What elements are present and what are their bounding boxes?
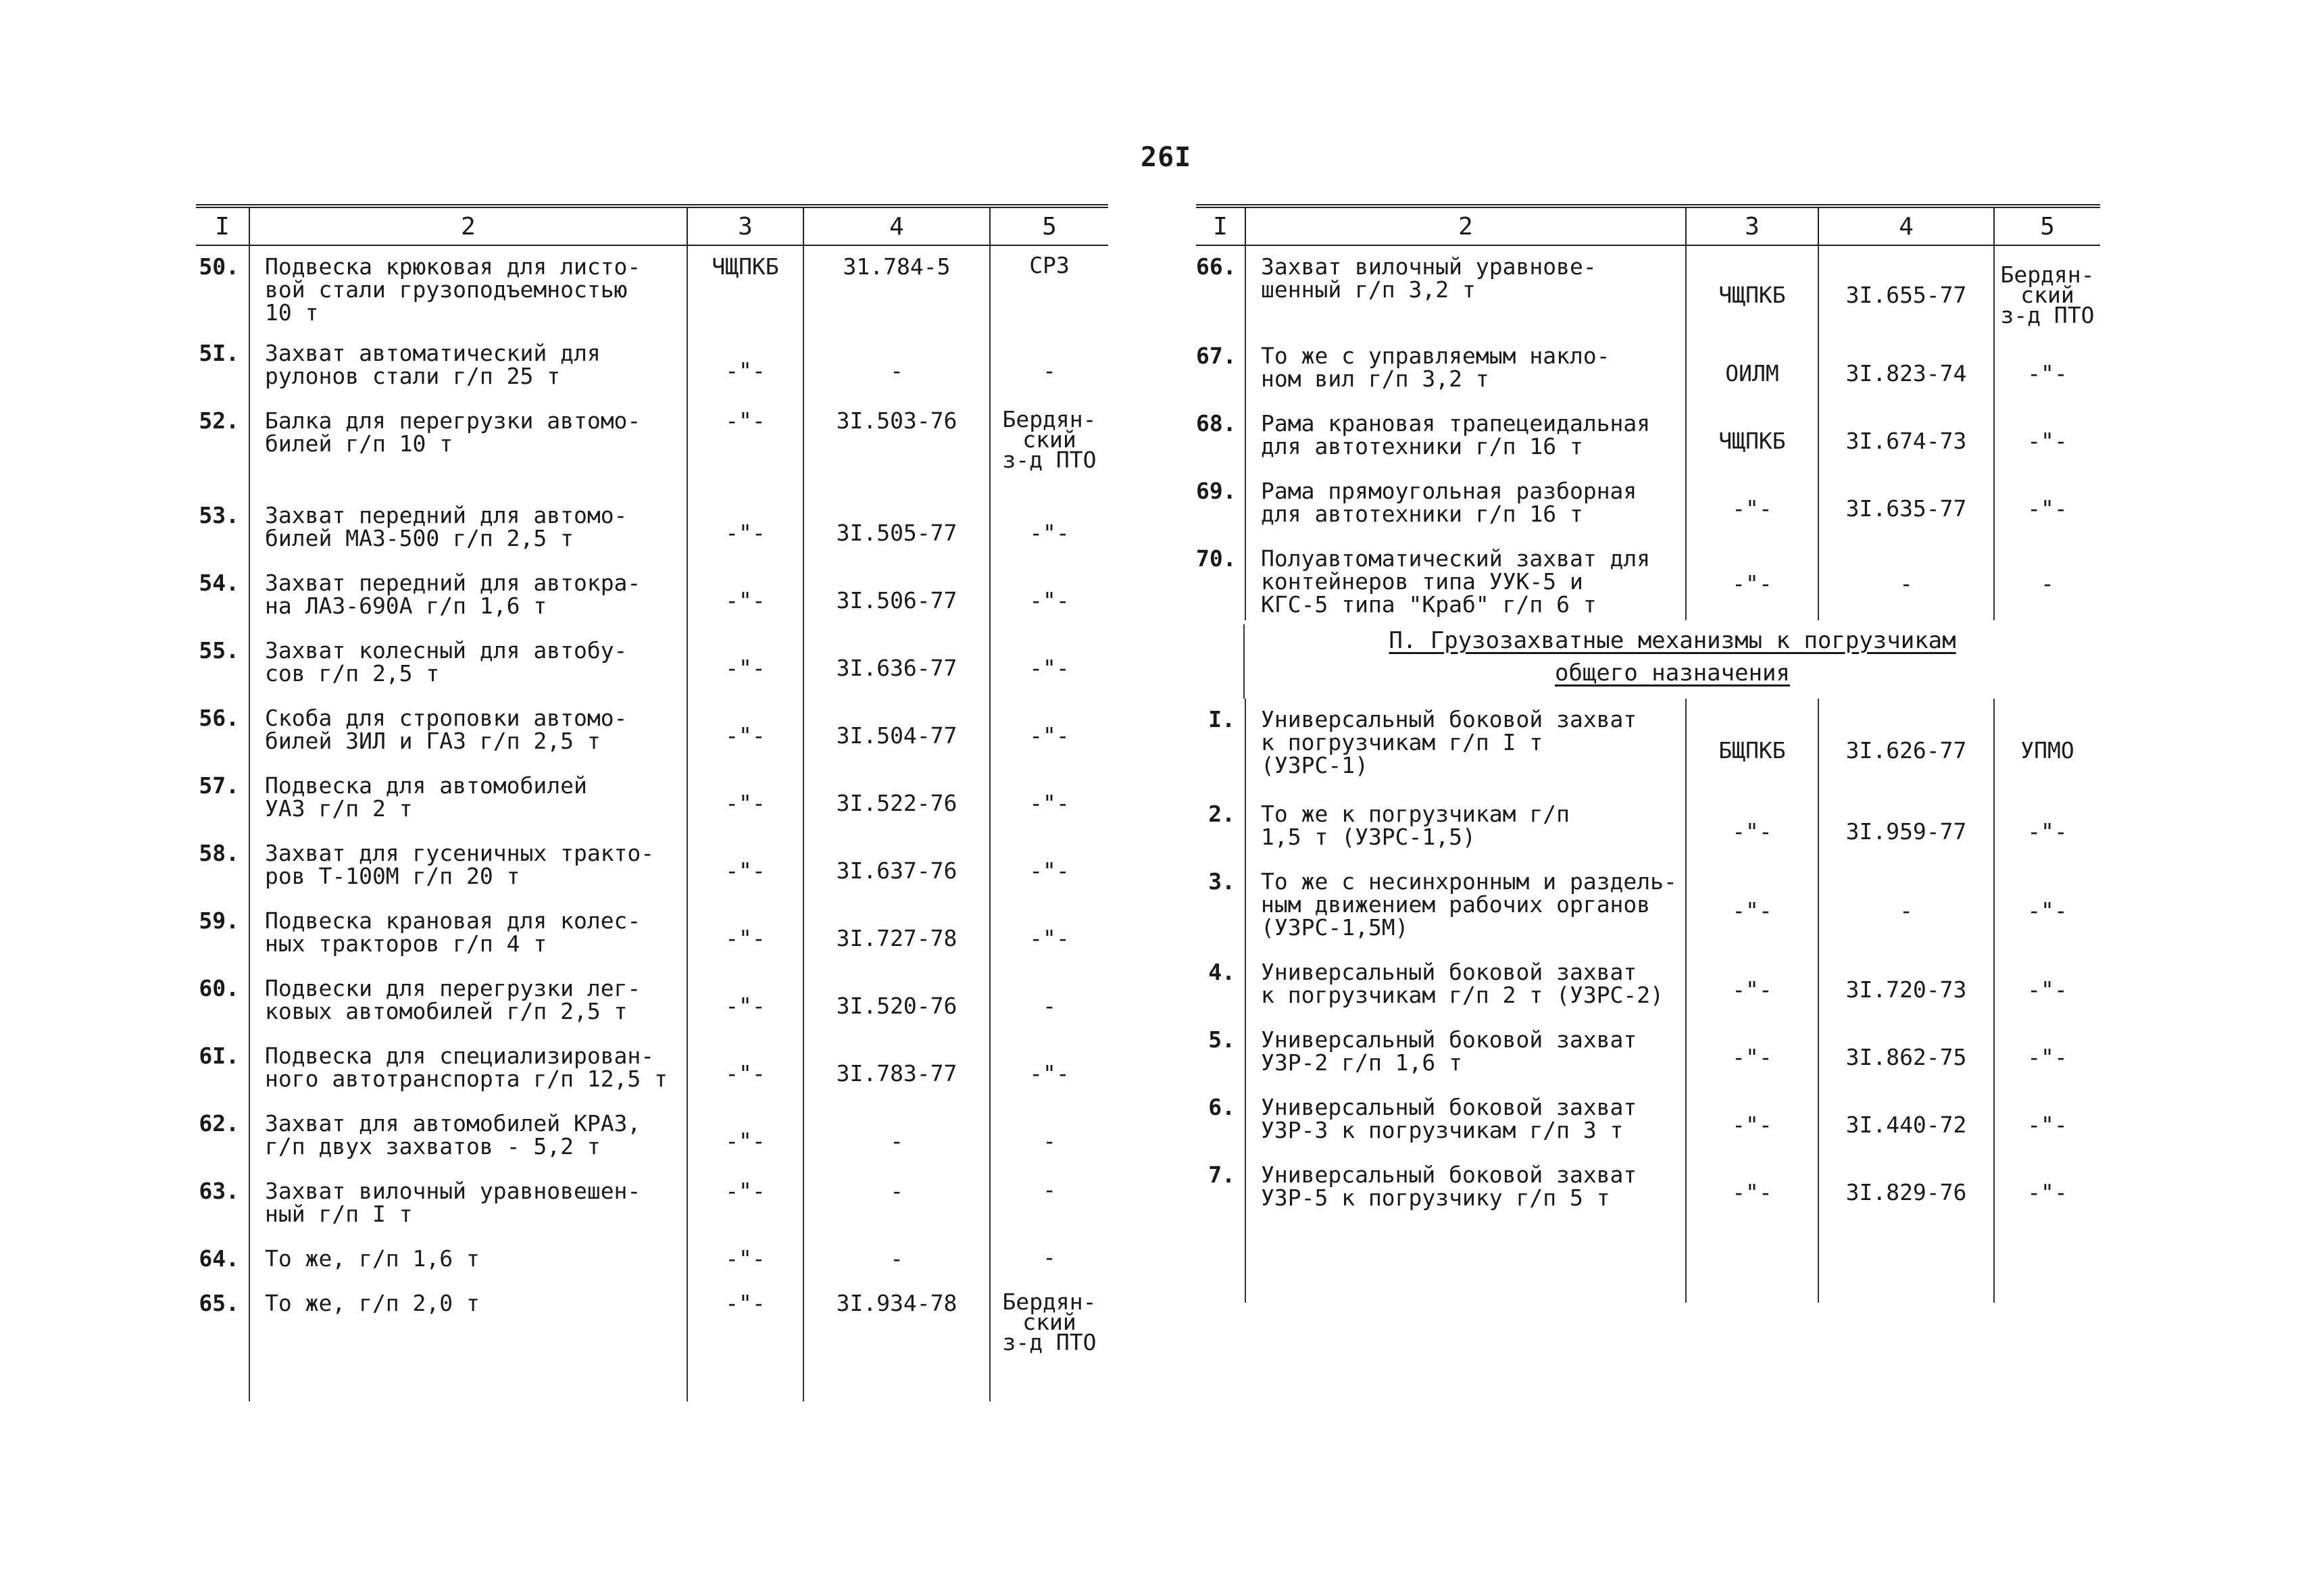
table-row: [1196, 861, 2100, 951]
item-manufacturer: -"-: [1993, 793, 2100, 861]
table-row: [1196, 1154, 2100, 1222]
item-code: 3I.635-77: [1818, 470, 1993, 538]
equipment-table-left: [196, 204, 1108, 1401]
item-number: I.: [1208, 706, 1235, 732]
item-manufacturer: Бердян- ский з-д ПТО: [989, 1282, 1108, 1397]
item-code: 3I.506-77: [803, 562, 989, 630]
col-no-header: I: [215, 212, 230, 241]
item-number: 67.: [1196, 343, 1237, 369]
item-name: То же, г/п 2,0 т: [249, 1282, 687, 1397]
table-row: [196, 697, 1108, 765]
item-name: Захват для гусеничных тракто- ров Т-100М г/п 20 т: [249, 832, 687, 900]
table-tail-cell: [989, 1397, 1108, 1401]
item-number: 5I.: [199, 340, 239, 366]
item-manufacturer: -"-: [989, 900, 1108, 968]
item-manufacturer: -"-: [1993, 951, 2100, 1019]
section-title: П. Грузозахватные механизмы к погрузчикам общего назначения: [1389, 627, 1956, 687]
table-tail-cell: [1993, 1222, 2100, 1303]
equipment-table-right: [1196, 204, 2100, 1303]
item-code: 3I.626-77: [1818, 699, 1993, 793]
table-tail-cell: [687, 1397, 803, 1401]
item-code: 3I.520-76: [803, 968, 989, 1035]
item-manufacturer: -"-: [989, 562, 1108, 630]
item-code: 3I.636-77: [803, 630, 989, 697]
table-tail-cell: [249, 1397, 687, 1401]
item-code: 3I.720-73: [1818, 951, 1993, 1019]
item-name: То же, г/п 1,6 т: [249, 1238, 687, 1282]
item-manufacturer: -"-: [989, 765, 1108, 832]
item-name: Рама крановая трапецеидальная для автотехники г/п 16 т: [1245, 403, 1685, 470]
table-tail: [196, 1397, 1108, 1401]
item-manufacturer: -"-: [1993, 1087, 2100, 1154]
item-developer: -"-: [1685, 1087, 1818, 1154]
item-manufacturer: -: [989, 1103, 1108, 1170]
table-header-row: [1196, 204, 2100, 246]
item-code: 3I.505-77: [803, 495, 989, 562]
item-code: 3I.862-75: [1818, 1019, 1993, 1087]
item-code: 3I.959-77: [1818, 793, 1993, 861]
item-number: 7.: [1208, 1162, 1235, 1188]
item-manufacturer: -"-: [1993, 1019, 2100, 1087]
item-name: Подвеска крановая для колес- ных тракторов г/п 4 т: [249, 900, 687, 968]
item-manufacturer: -: [989, 1170, 1108, 1238]
item-name: Захват вилочный уравновешен- ный г/п I т: [249, 1170, 687, 1238]
item-name: Подвески для перегрузки лег- ковых автомобилей г/п 2,5 т: [249, 968, 687, 1035]
table-tail-cell: [1818, 1222, 1993, 1303]
item-manufacturer: -"-: [1993, 470, 2100, 538]
item-code: -: [803, 1170, 989, 1238]
item-code: 3I.727-78: [803, 900, 989, 968]
item-developer: ЧЩПКБ: [1685, 403, 1818, 470]
item-number: 6I.: [199, 1043, 239, 1069]
item-code: -: [803, 1103, 989, 1170]
item-developer: -"-: [1685, 951, 1818, 1019]
item-developer: -"-: [687, 495, 803, 562]
item-manufacturer: -"-: [1993, 403, 2100, 470]
item-manufacturer: -: [989, 968, 1108, 1035]
item-name: Подвеска для специализирован- ного автотранспорта г/п 12,5 т: [249, 1035, 687, 1103]
table-row: [196, 495, 1108, 562]
item-number: 59.: [199, 907, 239, 934]
item-name: Захват передний для автокра- на ЛАЗ-690А г/п 1,6 т: [249, 562, 687, 630]
item-number: 65.: [199, 1290, 239, 1316]
table-row: [1196, 1019, 2100, 1087]
item-code: 3I.783-77: [803, 1035, 989, 1103]
item-name: Балка для перегрузки автомо- билей г/п 10 т: [249, 400, 687, 495]
table-row: [196, 246, 1108, 332]
item-developer: БЩПКБ: [1685, 699, 1818, 793]
item-manufacturer: Бердян- ский з-д ПТО: [1993, 246, 2100, 335]
item-number: 53.: [199, 502, 239, 528]
item-name: Подвеска для автомобилей УАЗ г/п 2 т: [249, 765, 687, 832]
table-tail-cell: [196, 1397, 249, 1401]
page-number: 26I: [1141, 142, 1192, 173]
item-manufacturer: -"-: [989, 1035, 1108, 1103]
table-row: [1196, 538, 2100, 620]
item-developer: -"-: [687, 900, 803, 968]
item-developer: -"-: [1685, 538, 1818, 620]
item-developer: -"-: [687, 562, 803, 630]
item-code: 3I.934-78: [803, 1282, 989, 1397]
item-name: Универсальный боковой захват УЗР-2 г/п 1,6 т: [1245, 1019, 1685, 1087]
item-number: 3.: [1208, 868, 1235, 895]
item-number: 4.: [1208, 959, 1235, 985]
item-developer: -"-: [687, 1103, 803, 1170]
item-code: 3I.504-77: [803, 697, 989, 765]
table-row: [196, 765, 1108, 832]
item-developer: -"-: [687, 968, 803, 1035]
item-code: -: [1818, 538, 1993, 620]
item-number: 66.: [1196, 253, 1237, 280]
col-manufacturer-header: 5: [1993, 208, 2100, 245]
item-developer: -"-: [687, 1238, 803, 1282]
item-name: Подвеска крюковая для листо- вой стали грузоподъемностью 10 т: [249, 246, 687, 332]
item-code: -: [803, 332, 989, 400]
item-name: Захват вилочный уравнове- шенный г/п 3,2 т: [1245, 246, 1685, 335]
table-row: [196, 968, 1108, 1035]
item-code: 31.784-5: [803, 246, 989, 332]
item-number: 56.: [199, 705, 239, 731]
table-row: [1196, 793, 2100, 861]
item-code: -: [1818, 861, 1993, 951]
table-tail-cell: [1245, 1222, 1685, 1303]
item-manufacturer: -: [1993, 538, 2100, 620]
table-row: [1196, 1087, 2100, 1154]
item-name: То же с управляемым накло- ном вил г/п 3,2 т: [1245, 335, 1685, 403]
item-developer: -"-: [687, 765, 803, 832]
table-row: [1196, 699, 2100, 793]
item-name: Универсальный боковой захват к погрузчикам г/п I т (УЗРС-1): [1245, 699, 1685, 793]
col-manufacturer-header: 5: [989, 208, 1108, 245]
item-name: Захват для автомобилей КРАЗ, г/п двух захватов - 5,2 т: [249, 1103, 687, 1170]
col-developer-header: 3: [687, 208, 803, 245]
table-row: [196, 630, 1108, 697]
item-developer: ЧЩПКБ: [687, 246, 803, 332]
item-code: 3I.829-76: [1818, 1154, 1993, 1222]
item-name: То же к погрузчикам г/п 1,5 т (УЗРС-1,5): [1245, 793, 1685, 861]
item-developer: ОИЛМ: [1685, 335, 1818, 403]
table-header-row: [196, 204, 1108, 246]
table-row: [196, 562, 1108, 630]
item-developer: -"-: [1685, 1154, 1818, 1222]
item-code: 3I.655-77: [1818, 246, 1993, 335]
section-title-spacer: [1196, 624, 1245, 699]
item-manufacturer: -"-: [1993, 335, 2100, 403]
item-developer: -"-: [687, 1282, 803, 1397]
table-row: [1196, 403, 2100, 470]
item-code: 3I.637-76: [803, 832, 989, 900]
item-number: 58.: [199, 840, 239, 866]
table-body: [196, 246, 1108, 1401]
table-row: [196, 1170, 1108, 1238]
item-manufacturer: -"-: [989, 832, 1108, 900]
item-number: 64.: [199, 1245, 239, 1272]
item-name: Захват автоматический для рулонов стали г/п 25 т: [249, 332, 687, 400]
item-name: Рама прямоугольная разборная для автотехники г/п 16 т: [1245, 470, 1685, 538]
item-developer: ЧЩПКБ: [1685, 246, 1818, 335]
item-number: 57.: [199, 772, 239, 799]
item-name: То же с несинхронным и раздель- ным движением рабочих органов (УЗРС-1,5М): [1245, 861, 1685, 951]
table-row: [196, 1035, 1108, 1103]
item-developer: -"-: [1685, 470, 1818, 538]
item-number: 55.: [199, 637, 239, 664]
item-name: Захват передний для автомо- билей МАЗ-500 г/п 2,5 т: [249, 495, 687, 562]
item-number: 60.: [199, 975, 239, 1001]
item-developer: -"-: [687, 697, 803, 765]
item-number: 62.: [199, 1110, 239, 1137]
item-code: 3I.440-72: [1818, 1087, 1993, 1154]
item-name: Универсальный боковой захват УЗР-3 к погрузчикам г/п 3 т: [1245, 1087, 1685, 1154]
col-code-header: 4: [1818, 208, 1993, 245]
item-code: -: [803, 1238, 989, 1282]
table-row: [196, 332, 1108, 400]
table-row: [196, 1282, 1108, 1397]
col-name-header: 2: [1245, 208, 1685, 245]
item-developer: -"-: [687, 400, 803, 495]
item-number: 68.: [1196, 410, 1237, 437]
item-developer: -"-: [1685, 793, 1818, 861]
item-name: Полуавтоматический захват для контейнеров типа УУК-5 и КГС-5 типа "Краб" г/п 6 т: [1245, 538, 1685, 620]
table-row: [1196, 246, 2100, 335]
item-developer: -"-: [1685, 861, 1818, 951]
item-developer: -"-: [687, 832, 803, 900]
item-code: 3I.503-76: [803, 400, 989, 495]
item-code: 3I.823-74: [1818, 335, 1993, 403]
item-number: 63.: [199, 1178, 239, 1204]
item-manufacturer: -"-: [989, 630, 1108, 697]
item-manufacturer: -: [989, 332, 1108, 400]
section-title-row: [1196, 620, 2100, 699]
col-code-header: 4: [803, 208, 989, 245]
item-number: 70.: [1196, 545, 1237, 572]
table-tail-cell: [1196, 1222, 1245, 1303]
item-number: 52.: [199, 407, 239, 434]
item-code: 3I.522-76: [803, 765, 989, 832]
table-tail: [1196, 1222, 2100, 1303]
table-row: [196, 900, 1108, 968]
table-tail-cell: [803, 1397, 989, 1401]
table-row: [196, 1103, 1108, 1170]
item-developer: -"-: [1685, 1019, 1818, 1087]
item-name: Универсальный боковой захват УЗР-5 к погрузчику г/п 5 т: [1245, 1154, 1685, 1222]
item-number: 2.: [1208, 801, 1235, 827]
item-manufacturer: -"-: [1993, 861, 2100, 951]
item-number: 50.: [199, 253, 239, 280]
item-name: Скоба для строповки автомо- билей ЗИЛ и ГАЗ г/п 2,5 т: [249, 697, 687, 765]
item-number: 54.: [199, 570, 239, 596]
item-manufacturer: -"-: [989, 697, 1108, 765]
col-no-header: I: [1213, 212, 1228, 241]
table-body: [1196, 246, 2100, 1303]
item-number: 6.: [1208, 1094, 1235, 1120]
table-row: [196, 832, 1108, 900]
col-name-header: 2: [249, 208, 687, 245]
item-developer: -"-: [687, 332, 803, 400]
item-number: 5.: [1208, 1026, 1235, 1053]
col-developer-header: 3: [1685, 208, 1818, 245]
item-developer: -"-: [687, 1035, 803, 1103]
item-name: Универсальный боковой захват к погрузчикам г/п 2 т (УЗРС-2): [1245, 951, 1685, 1019]
table-row: [1196, 335, 2100, 403]
item-manufacturer: Бердян- ский з-д ПТО: [989, 400, 1108, 495]
item-manufacturer: СРЗ: [989, 246, 1108, 332]
table-row: [1196, 470, 2100, 538]
table-row: [196, 1238, 1108, 1282]
item-name: Захват колесный для автобу- сов г/п 2,5 т: [249, 630, 687, 697]
table-tail-cell: [1685, 1222, 1818, 1303]
table-row: [196, 400, 1108, 495]
item-manufacturer: -"-: [989, 495, 1108, 562]
item-developer: -"-: [687, 1170, 803, 1238]
item-code: 3I.674-73: [1818, 403, 1993, 470]
item-manufacturer: УПМО: [1993, 699, 2100, 793]
item-developer: -"-: [687, 630, 803, 697]
table-row: [1196, 951, 2100, 1019]
item-number: 69.: [1196, 478, 1237, 504]
item-manufacturer: -: [989, 1238, 1108, 1282]
item-manufacturer: -"-: [1993, 1154, 2100, 1222]
